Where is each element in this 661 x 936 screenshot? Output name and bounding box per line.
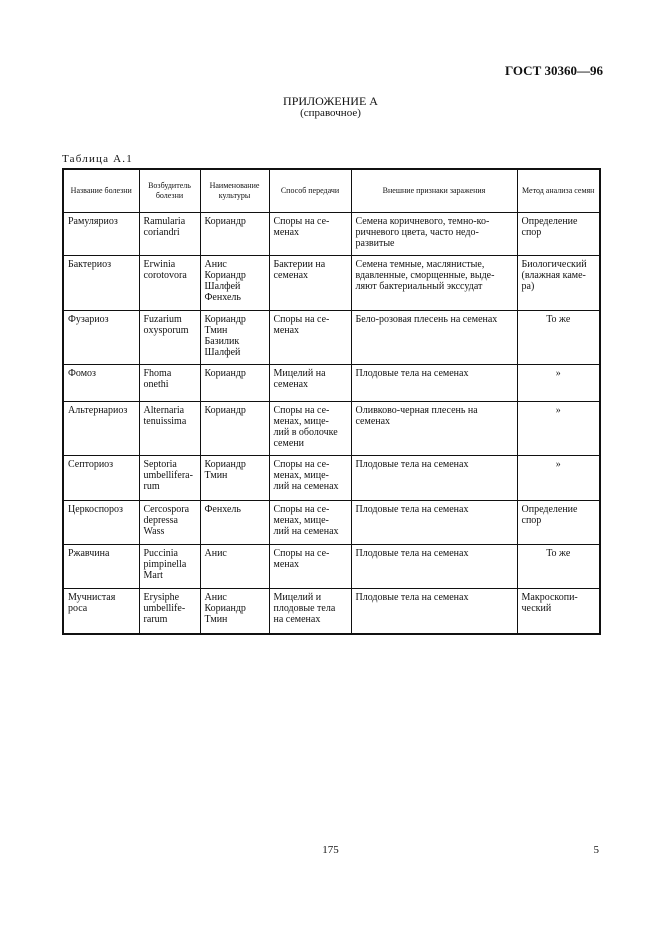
- column-header-culture: Наименование культуры: [200, 169, 269, 213]
- cell-agent: Fhoma onethi: [139, 365, 200, 402]
- table-caption: Таблица А.1: [62, 153, 133, 165]
- cell-agent: Ramularia coriandri: [139, 213, 200, 256]
- cell-culture: Фенхель: [200, 501, 269, 545]
- cell-signs: Семена коричневого, темно-ко- ричневого цвета, часто недо- развитые: [351, 213, 517, 256]
- table-row: [63, 213, 600, 256]
- cell-agent: Cercospora depressa Wass: [139, 501, 200, 545]
- cell-culture: Анис: [200, 545, 269, 589]
- cell-transmission: Мицелий на семенах: [269, 365, 351, 402]
- cell-transmission: Споры на се- менах, мице- лий на семенах: [269, 456, 351, 501]
- table-row: [63, 256, 600, 311]
- cell-culture: Анис Кориандр Тмин: [200, 589, 269, 634]
- cell-transmission: Споры на се- менах, мице- лий на семенах: [269, 501, 351, 545]
- cell-agent: Erwinia corotovora: [139, 256, 200, 311]
- cell-culture: Кориандр: [200, 402, 269, 456]
- appendix-heading: [0, 95, 661, 119]
- cell-agent: Alternaria tenuissima: [139, 402, 200, 456]
- appendix-title: ПРИЛОЖЕНИЕ А: [283, 94, 378, 108]
- cell-method: То же: [517, 545, 600, 589]
- page-number-center: 175: [322, 844, 339, 856]
- cell-culture: Кориандр Тмин: [200, 456, 269, 501]
- cell-disease: Рамуляриоз: [63, 213, 139, 256]
- cell-method: »: [517, 365, 600, 402]
- cell-transmission: Бактерии на семенах: [269, 256, 351, 311]
- cell-transmission: Споры на се- менах: [269, 213, 351, 256]
- cell-signs: Плодовые тела на семенах: [351, 365, 517, 402]
- cell-agent: Puccinia pimpinella Mart: [139, 545, 200, 589]
- cell-signs: Бело-розовая плесень на семенах: [351, 311, 517, 365]
- cell-signs: Семена темные, маслянистые, вдавленные, сморщенные, выде- ляют бактериальный экссудат: [351, 256, 517, 311]
- disease-table: [62, 168, 601, 635]
- page-number-right: 5: [593, 844, 599, 856]
- column-header-signs: Внешние признаки заражения: [351, 169, 517, 213]
- cell-disease: Фузариоз: [63, 311, 139, 365]
- cell-method: Определение спор: [517, 213, 600, 256]
- cell-signs: Плодовые тела на семенах: [351, 545, 517, 589]
- table-row: [63, 456, 600, 501]
- cell-method: Определение спор: [517, 501, 600, 545]
- cell-transmission: Споры на се- менах: [269, 311, 351, 365]
- cell-disease: Мучнистая роса: [63, 589, 139, 634]
- cell-agent: Erysiphe umbellife- rarum: [139, 589, 200, 634]
- cell-culture: Кориандр: [200, 213, 269, 256]
- table-row: [63, 501, 600, 545]
- cell-method: Биологический (влажная каме- ра): [517, 256, 600, 311]
- cell-disease: Бактериоз: [63, 256, 139, 311]
- table-row: [63, 589, 600, 634]
- cell-signs: Плодовые тела на семенах: [351, 456, 517, 501]
- cell-agent: Fuzarium oxysporum: [139, 311, 200, 365]
- cell-signs: Плодовые тела на семенах: [351, 589, 517, 634]
- cell-disease: Альтернариоз: [63, 402, 139, 456]
- cell-method: Макроскопи- ческий: [517, 589, 600, 634]
- cell-disease: Ржавчина: [63, 545, 139, 589]
- table-row: [63, 311, 600, 365]
- cell-method: »: [517, 456, 600, 501]
- cell-disease: Септориоз: [63, 456, 139, 501]
- column-header-disease: Название болезни: [63, 169, 139, 213]
- cell-method: »: [517, 402, 600, 456]
- cell-disease: Церкоспороз: [63, 501, 139, 545]
- cell-culture: Кориандр: [200, 365, 269, 402]
- table-body: [63, 213, 600, 634]
- cell-culture: Кориандр Тмин Базилик Шалфей: [200, 311, 269, 365]
- cell-disease: Фомоз: [63, 365, 139, 402]
- appendix-subtitle: (справочное): [300, 107, 361, 119]
- cell-transmission: Споры на се- менах: [269, 545, 351, 589]
- cell-culture: Анис Кориандр Шалфей Фенхель: [200, 256, 269, 311]
- table-row: [63, 402, 600, 456]
- cell-agent: Septoria umbellifera- rum: [139, 456, 200, 501]
- cell-transmission: Споры на се- менах, мице- лий в оболочке семени: [269, 402, 351, 456]
- cell-signs: Оливково-черная плесень на семенах: [351, 402, 517, 456]
- table-row: [63, 545, 600, 589]
- column-header-agent: Возбудитель болезни: [139, 169, 200, 213]
- cell-transmission: Мицелий и плодовые тела на семенах: [269, 589, 351, 634]
- table-row: [63, 365, 600, 402]
- cell-signs: Плодовые тела на семенах: [351, 501, 517, 545]
- cell-method: То же: [517, 311, 600, 365]
- column-header-method: Метод анализа семян: [517, 169, 600, 213]
- standard-number: ГОСТ 30360—96: [504, 63, 603, 78]
- column-header-transmission: Способ передачи: [269, 169, 351, 213]
- table-header-row: [63, 169, 600, 213]
